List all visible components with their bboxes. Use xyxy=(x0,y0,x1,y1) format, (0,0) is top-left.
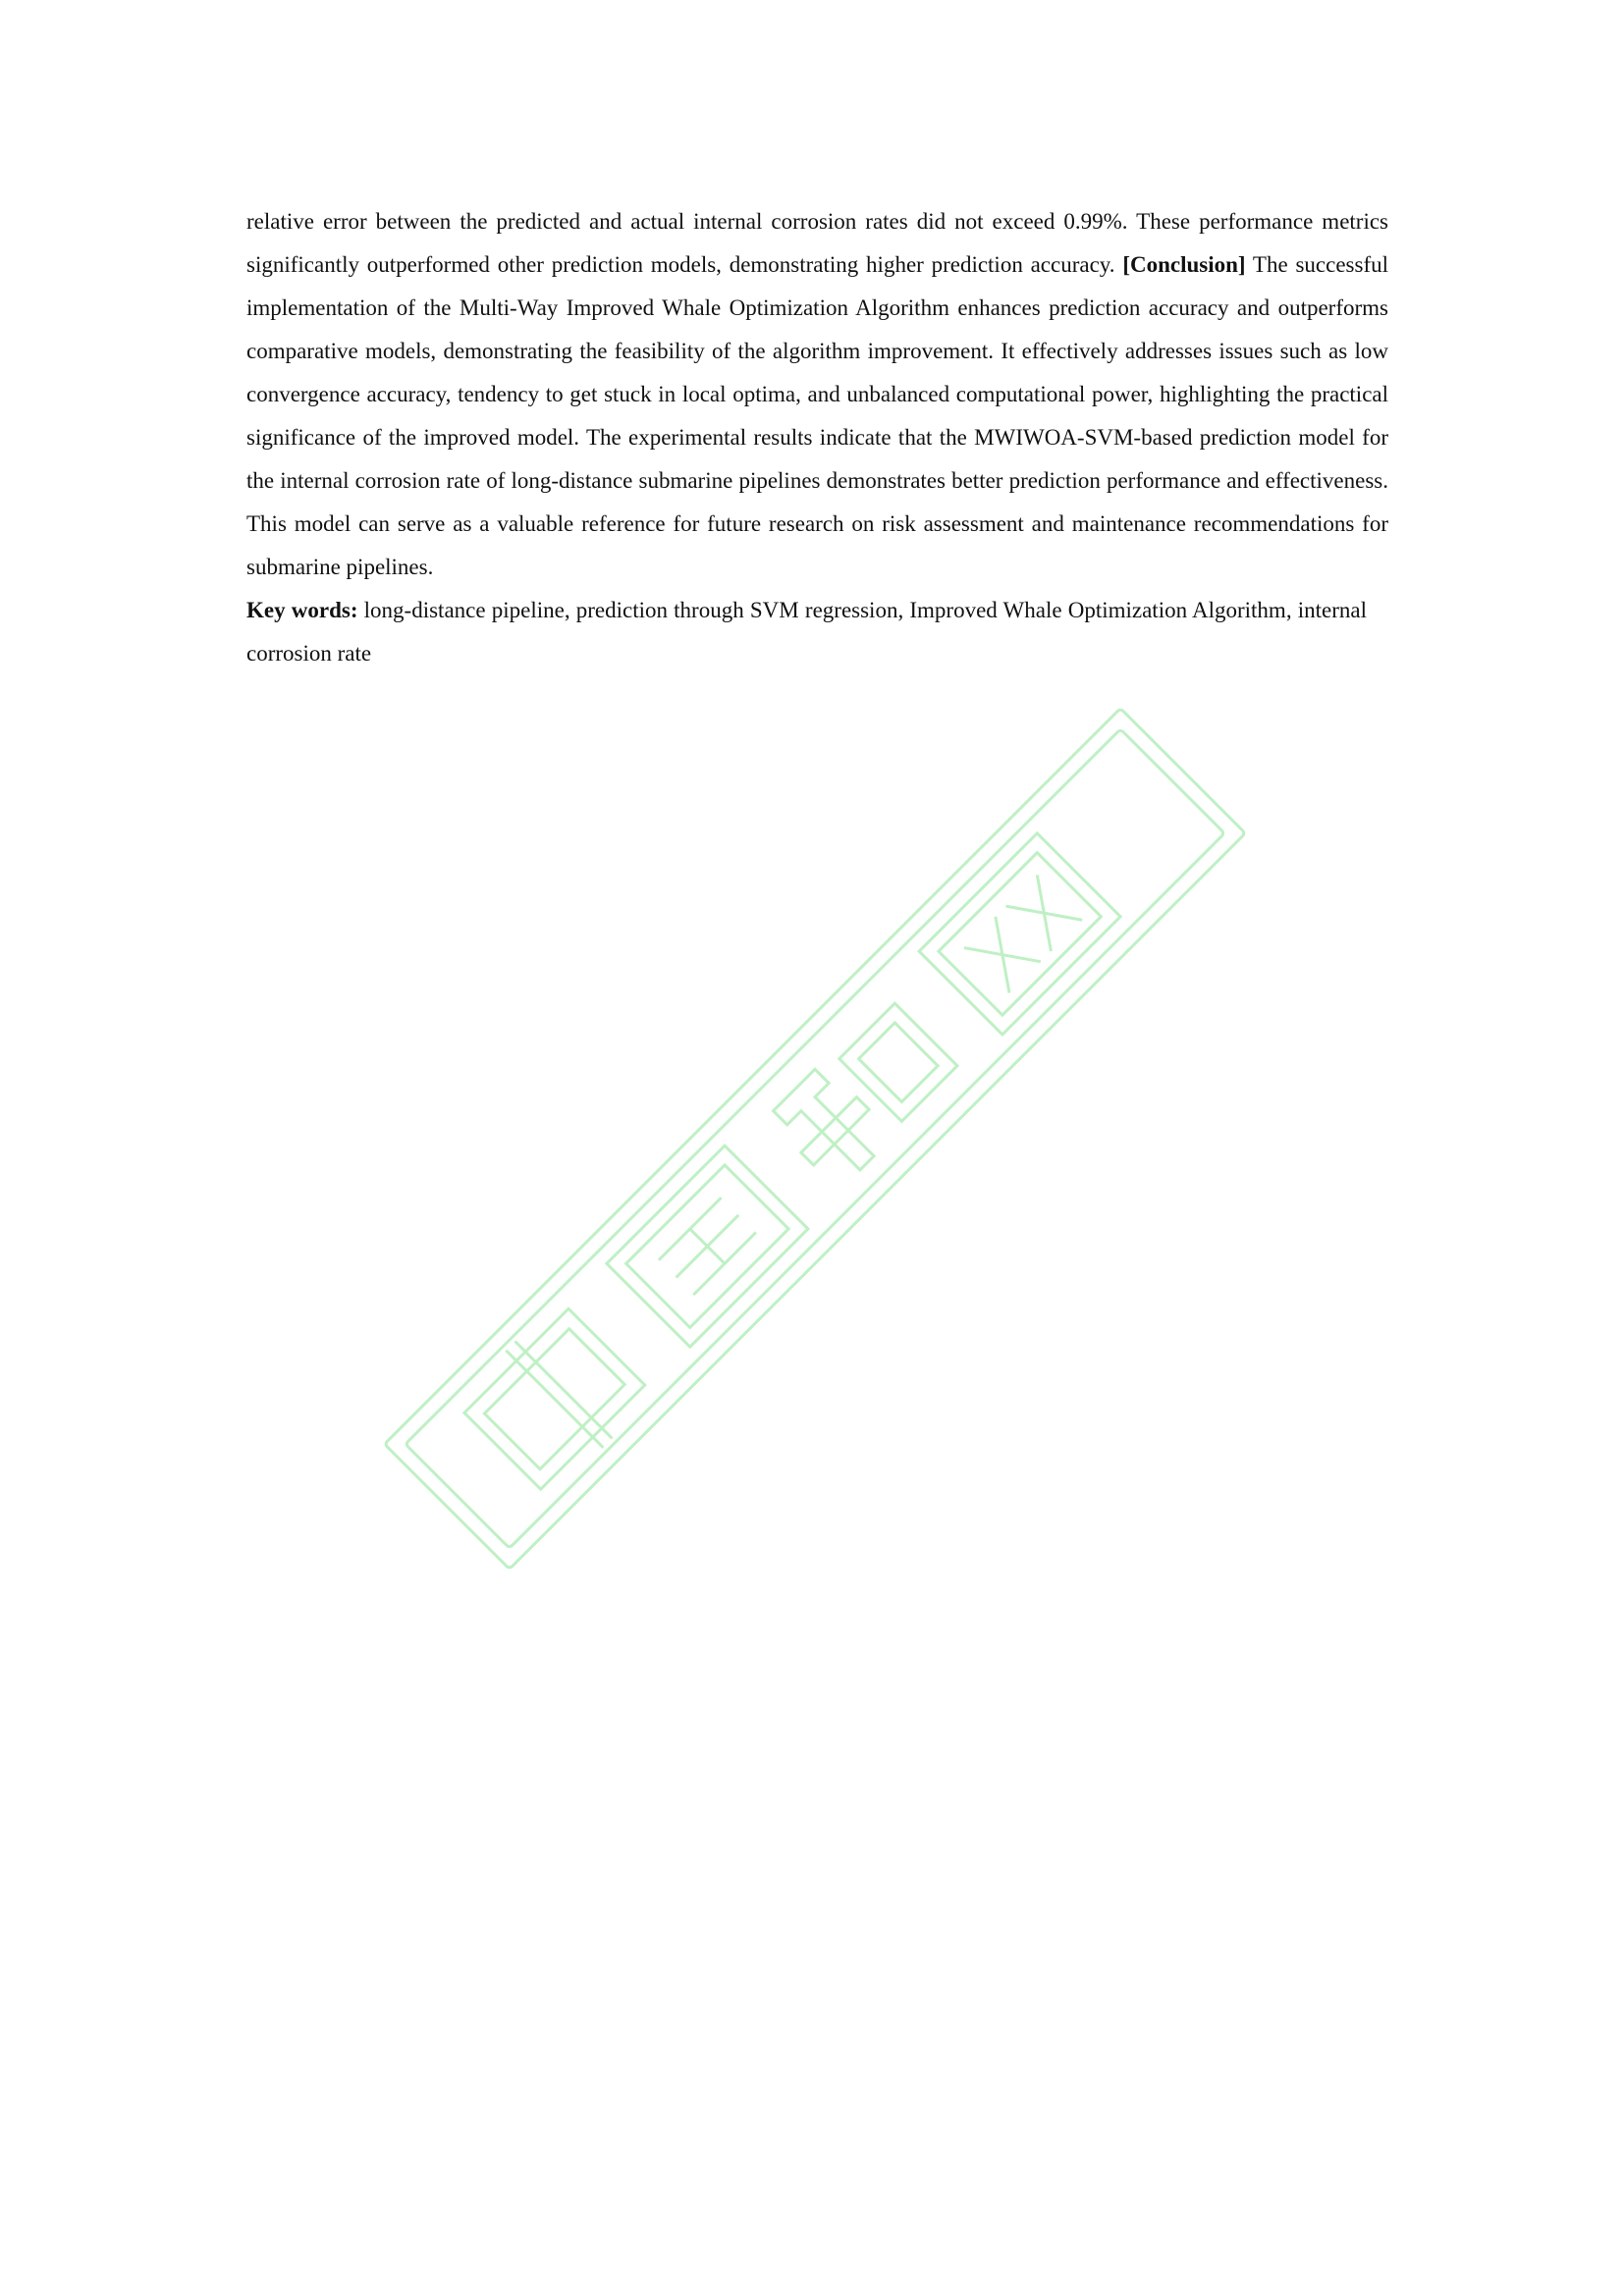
cnki-watermark-icon xyxy=(353,677,1276,1600)
keywords-paragraph xyxy=(246,589,1388,675)
abstract-block xyxy=(246,200,1388,675)
abstract-paragraph xyxy=(246,200,1388,589)
keywords-label: Key words: xyxy=(246,598,358,622)
conclusion-text: The successful implementation of the Multi-Way Improved Whale Optimization Algorithm enhances prediction accuracy and outperforms comparative models, demonstrating the feasibility of the algorithm improvement. It effectively addresses issues such as low convergence accuracy, tendency to get stuck in local optima, and unbalanced computational power, highlighting the practical significance of the improved model. The experimental results indicate that the MWIWOA-SVM-based prediction model for the internal corrosion rate of long-distance submarine pipelines demonstrates better prediction performance and effectiveness. This model can serve as a valuable reference for future research on risk assessment and maintenance recommendations for submarine pipelines. xyxy=(246,252,1388,579)
conclusion-label: [Conclusion] xyxy=(1122,252,1246,277)
abstract-results-text: relative error between the predicted and actual internal corrosion rates did not exceed 0.99%. These performance metrics significantly outperformed other prediction models, demonstrating higher prediction accuracy. xyxy=(246,209,1388,277)
keywords-text: long-distance pipeline, prediction through SVM regression, Improved Whale Optimization Algorithm, internal corrosion rate xyxy=(246,598,1367,666)
